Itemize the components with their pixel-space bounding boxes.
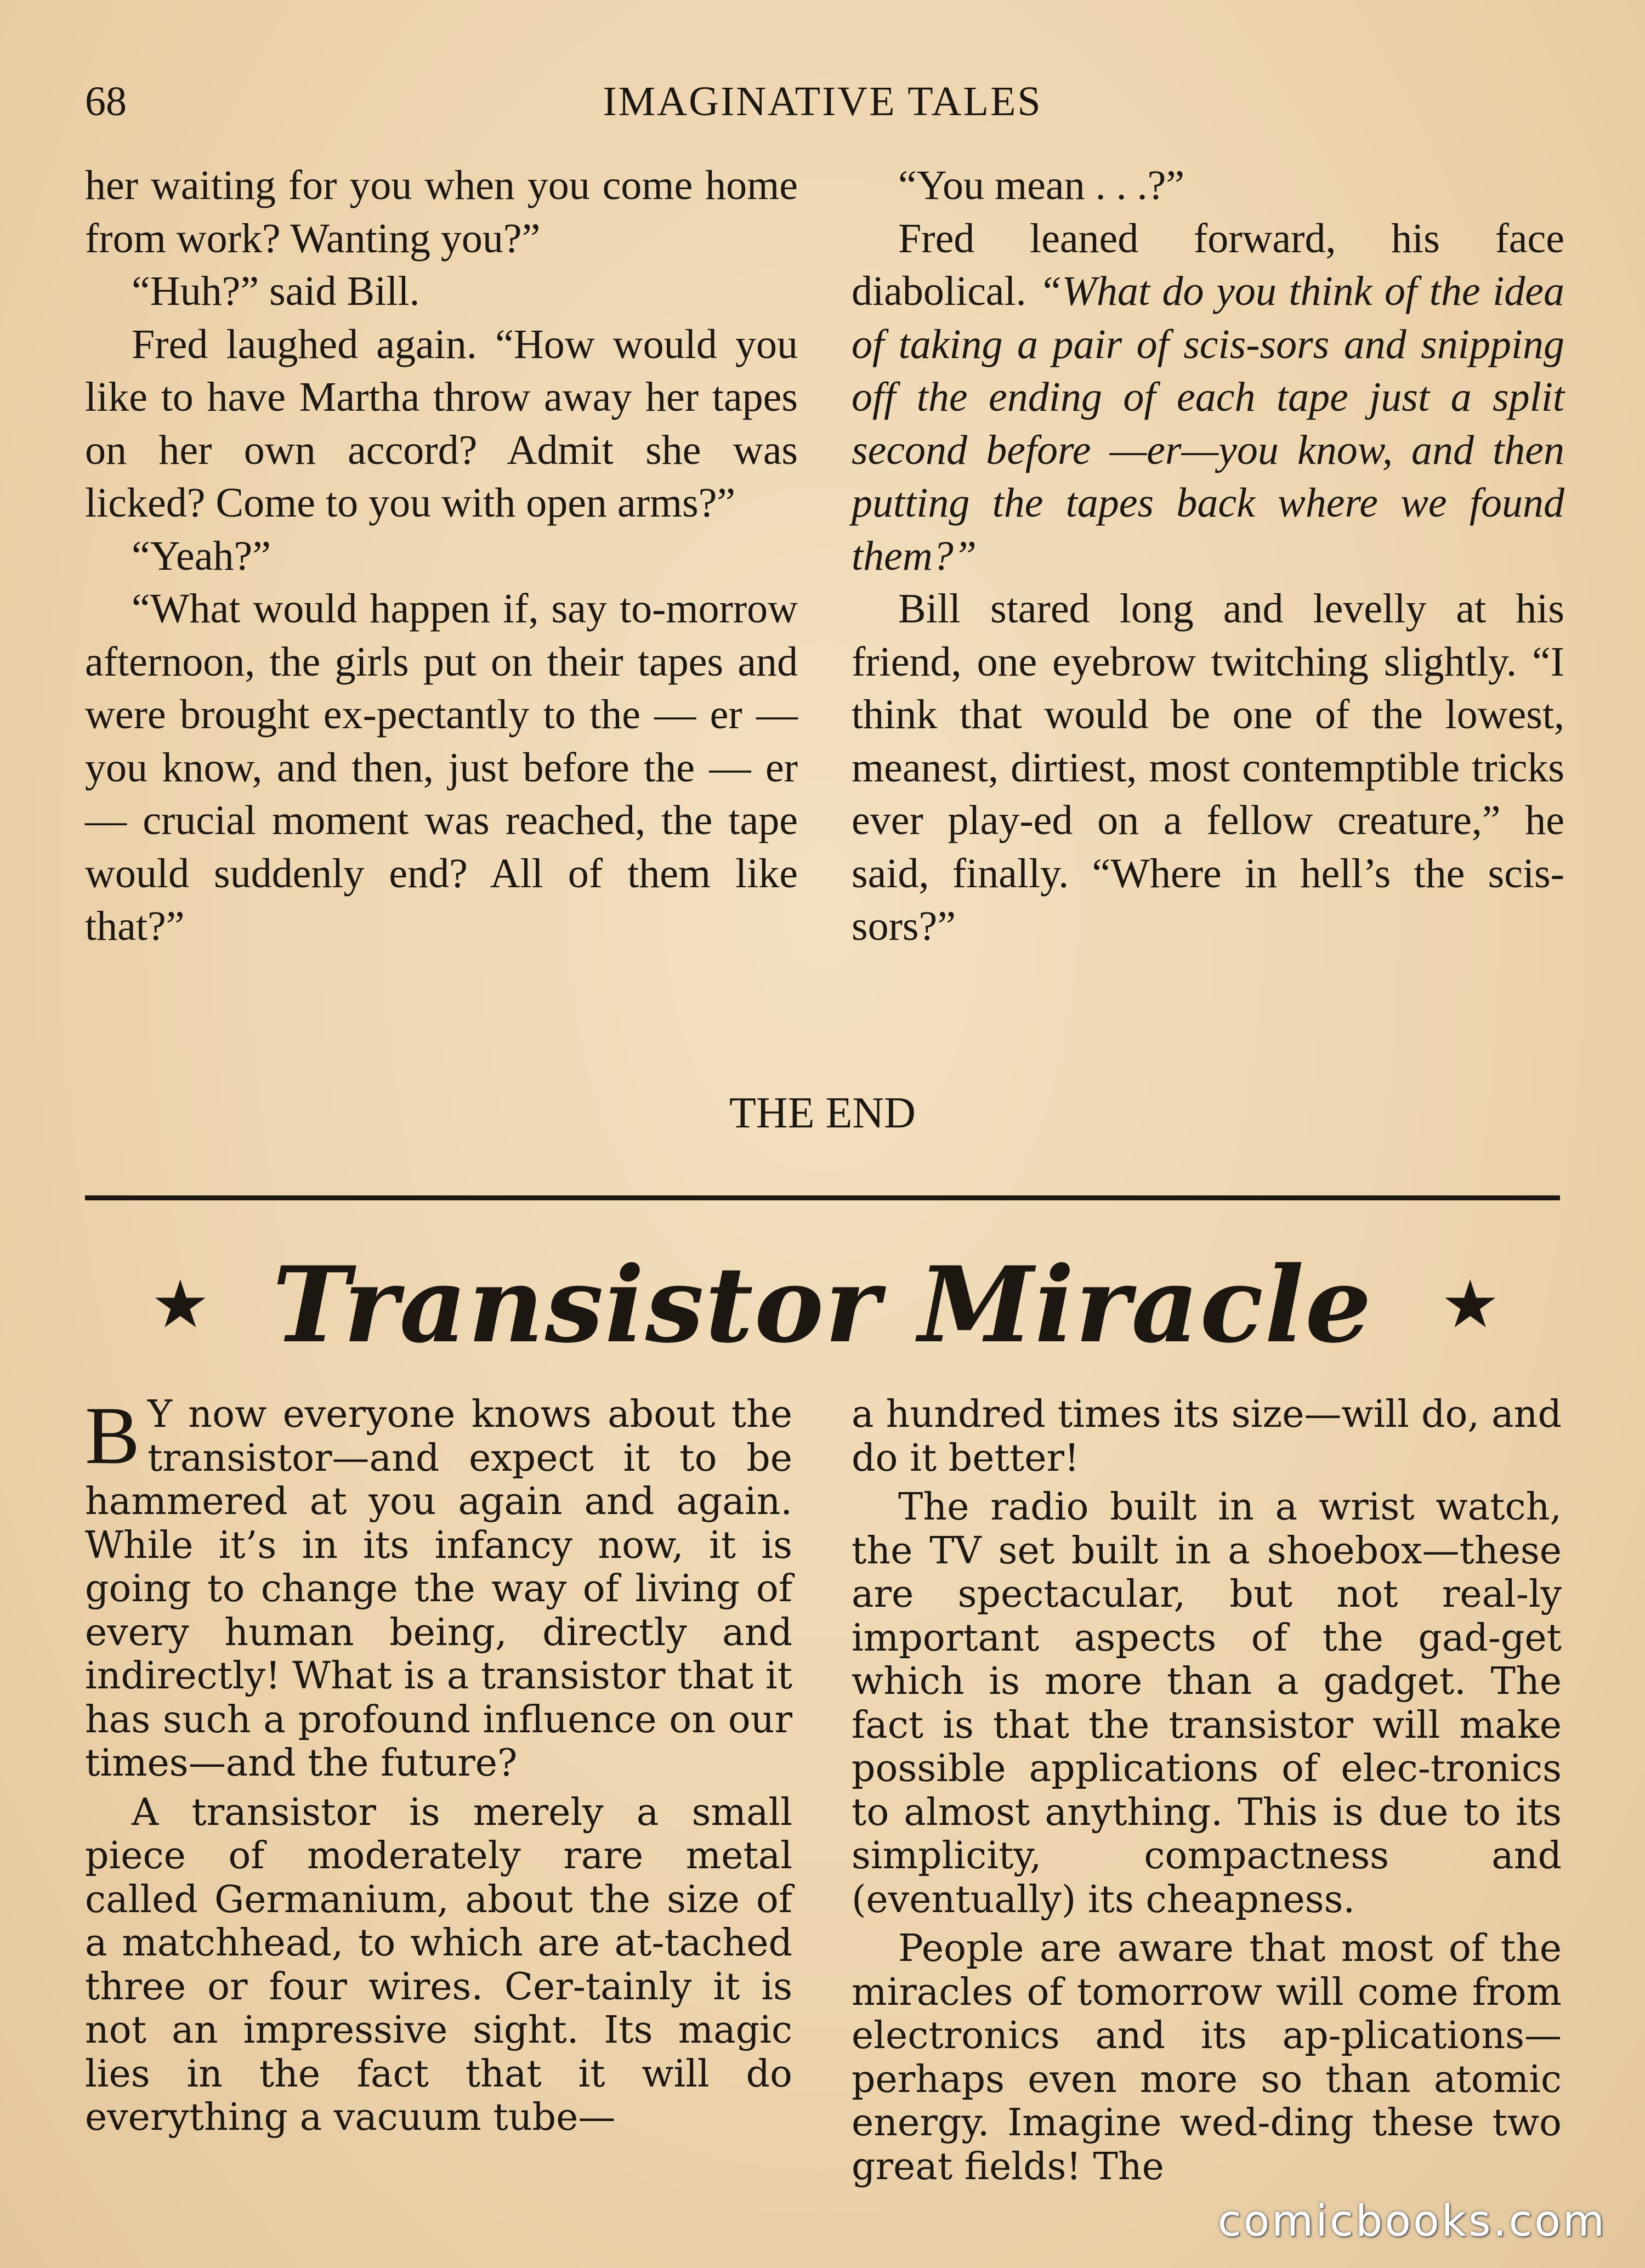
star-icon: ★ (1440, 1268, 1500, 1341)
article-title: Transistor Miracle (272, 1244, 1373, 1366)
article-right-column (852, 1393, 1562, 2194)
the-end-label: THE END (729, 1089, 916, 1137)
story-right-column (852, 159, 1564, 953)
story-paragraph: Bill stared long and levelly at his friend, one eyebrow twitching slightly. “I think that would be one of the lowest, meanest, dirtiest, most contemptible tricks ever play-ed on a fellow creature,” he said, finally. “Where in hell’s the scis-sors?” (852, 586, 1564, 949)
section-divider (85, 1195, 1560, 1200)
story-paragraph: “Yeah?” (132, 532, 271, 579)
running-head: IMAGINATIVE TALES (603, 78, 1042, 124)
article-title-row (85, 1234, 1560, 1387)
article-paragraph (85, 1390, 792, 1785)
watermark: comicbooks.com (1217, 2197, 1607, 2246)
story-paragraph: her waiting for you when you come home from work? Wanting you?” (85, 162, 798, 262)
article-paragraph: a hundred times its size—will do, and do it better! (852, 1393, 1562, 1480)
article-paragraph: A transistor is merely a small piece of moderately rare metal called Germanium, about the size of a matchhead, to which are at-tached three or four wires. Cer-tainly it is not an impressive sight. Its magic lies in the fact that it will do everything a vacuum tube— (85, 1790, 792, 2139)
page-number: 68 (85, 78, 127, 124)
story-paragraph: “You mean . . .?” (898, 162, 1185, 208)
story-paragraph: “Huh?” said Bill. (132, 268, 420, 314)
article-text: Y now everyone knows about the transistor—and expect it to be hammered at you again and again. While it’s in its infancy now, it is going to change the way of living of every human being, directly and indirectly! What is a transistor that it has such a profound influence on our times—and the future? (85, 1393, 792, 1785)
article-paragraph: People are aware that most of the miracles of tomorrow will come from electronics and its ap-plications—perhaps even more so than atomic energy. Imagine wed-ding these two great fields! The (852, 1927, 1562, 2188)
star-icon: ★ (151, 1268, 210, 1341)
article-left-column (85, 1390, 792, 2145)
story-paragraph (852, 212, 1564, 583)
story-text: Fred leaned forward, his face diabolical. (852, 215, 1564, 314)
drop-cap: B (85, 1390, 140, 1481)
story-paragraph: “What would happen if, say to-morrow afternoon, the girls put on their tapes and were brought ex-pectantly to the — er — you know, and then, just before the — er — crucial moment was reached, the tape would suddenly end? All of them like that?” (85, 586, 798, 949)
story-paragraph: Fred laughed again. “How would you like to have Martha throw away her tapes on her own accord? Admit she was licked? Come to you with open arms?” (85, 321, 798, 526)
article-paragraph: The radio built in a wrist watch, the TV set built in a shoebox—these are spectacular, but not real-ly important aspects of the gad-get which is more than a gadget. The fact is that the transistor will make possible applications of elec-tronics to almost anything. This is due to its simplicity, compactness and (eventually) its cheapness. (852, 1485, 1562, 1921)
story-italic-text: “What do you think of the idea of taking a pair of scis-sors and snipping off the ending of each tape just a split second before —er—you know, and then putting the tapes back where we found them?” (852, 268, 1564, 579)
story-left-column (85, 159, 798, 953)
